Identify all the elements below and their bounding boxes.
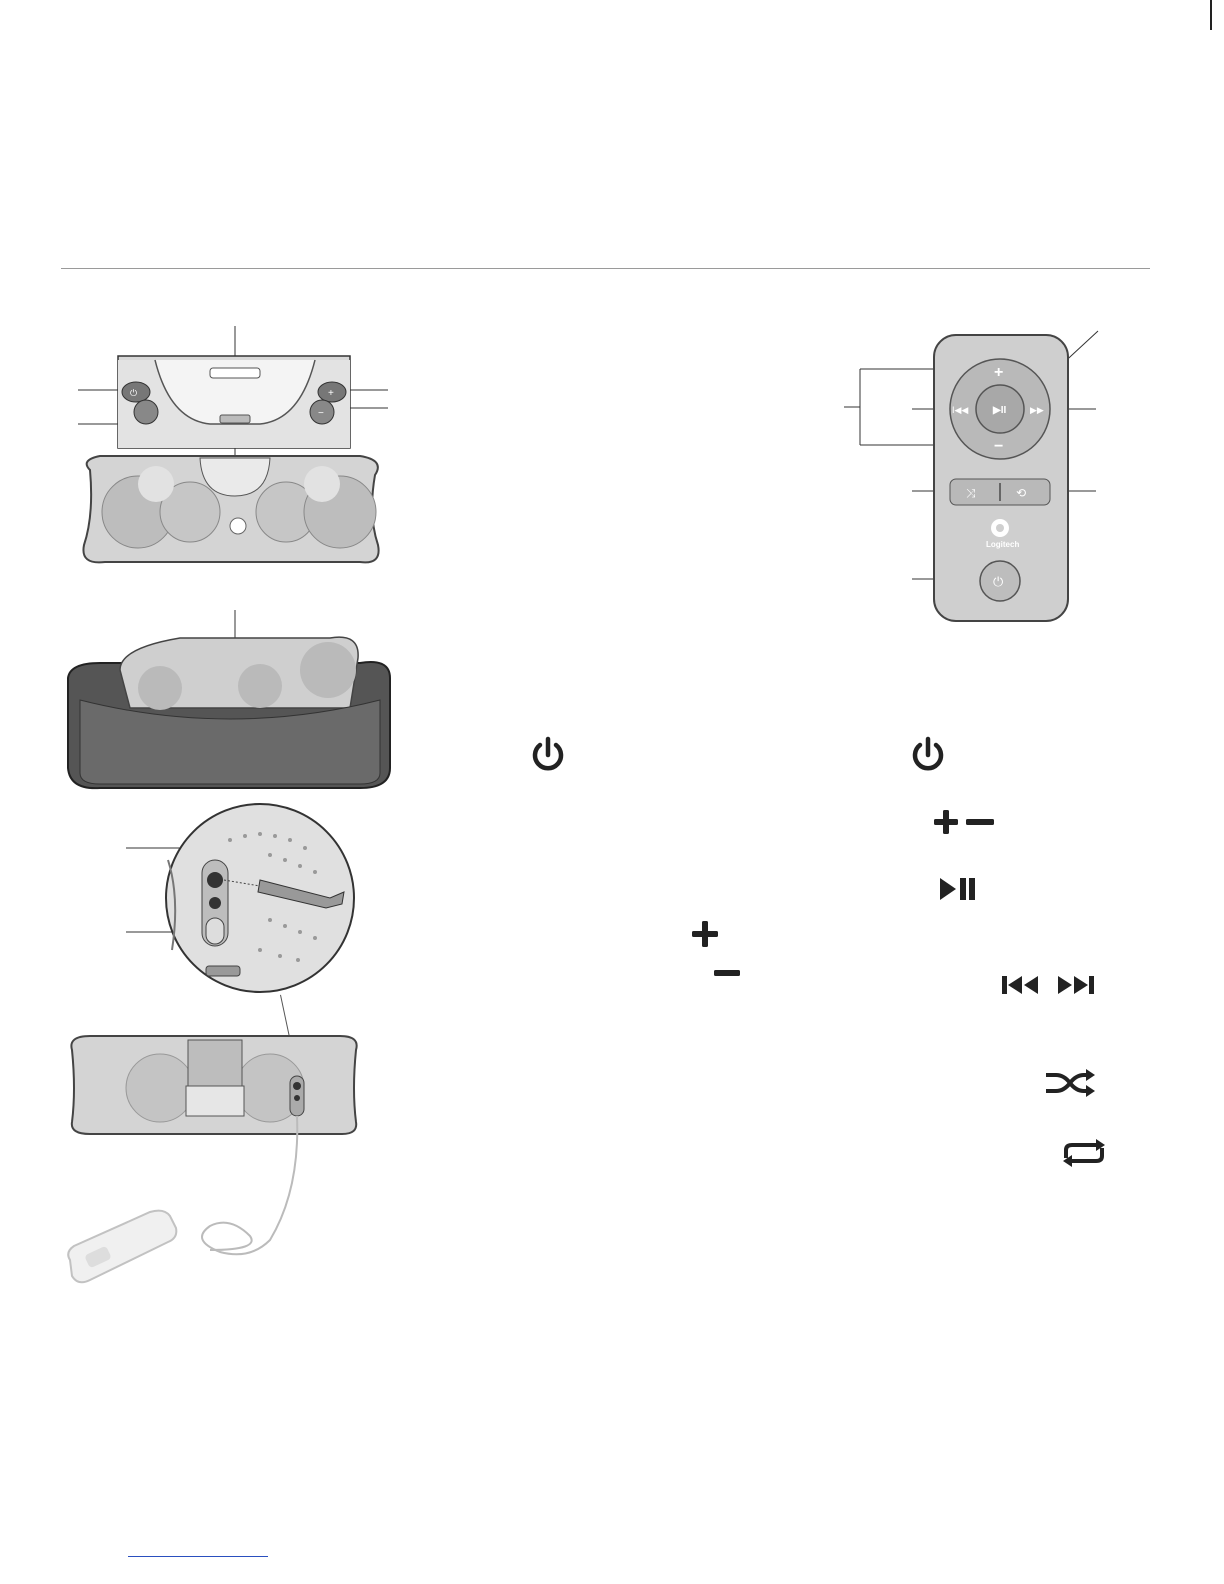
svg-text:⟲: ⟲ (1016, 486, 1027, 500)
svg-text:⤨: ⤨ (966, 486, 976, 500)
audio-input-closeup (120, 800, 360, 1000)
power-icon (908, 735, 948, 775)
play-pause-icon (938, 876, 978, 902)
svg-text:⏻: ⏻ (130, 388, 138, 398)
svg-text:−: − (318, 408, 324, 419)
logitech-wordmark: Logitech (986, 540, 1020, 549)
minus-icon (712, 966, 742, 980)
next-track-icon (1056, 974, 1096, 996)
power-icon (528, 735, 568, 775)
previous-track-icon (1000, 974, 1040, 996)
svg-text:⏻: ⏻ (993, 575, 1004, 590)
svg-text:+: + (994, 364, 1004, 381)
svg-text:I◀◀: I◀◀ (952, 405, 969, 415)
volume-plus-minus-icon (932, 808, 996, 836)
repeat-icon (1058, 1138, 1110, 1168)
remote-illustration (840, 325, 1110, 630)
shuffle-icon (1044, 1068, 1096, 1098)
footer-link-underline (128, 1556, 268, 1557)
svg-text:+: + (328, 388, 334, 399)
svg-text:▶II: ▶II (993, 405, 1007, 416)
speaker-rear-illustration (60, 1030, 370, 1300)
speaker-case-illustration (60, 608, 400, 798)
page-edge-mark (1210, 0, 1212, 30)
section-divider (61, 268, 1150, 269)
svg-text:−: − (994, 438, 1004, 455)
svg-text:▶▶: ▶▶ (1030, 405, 1044, 415)
speaker-top-illustration (60, 320, 400, 570)
plus-icon (690, 920, 720, 948)
